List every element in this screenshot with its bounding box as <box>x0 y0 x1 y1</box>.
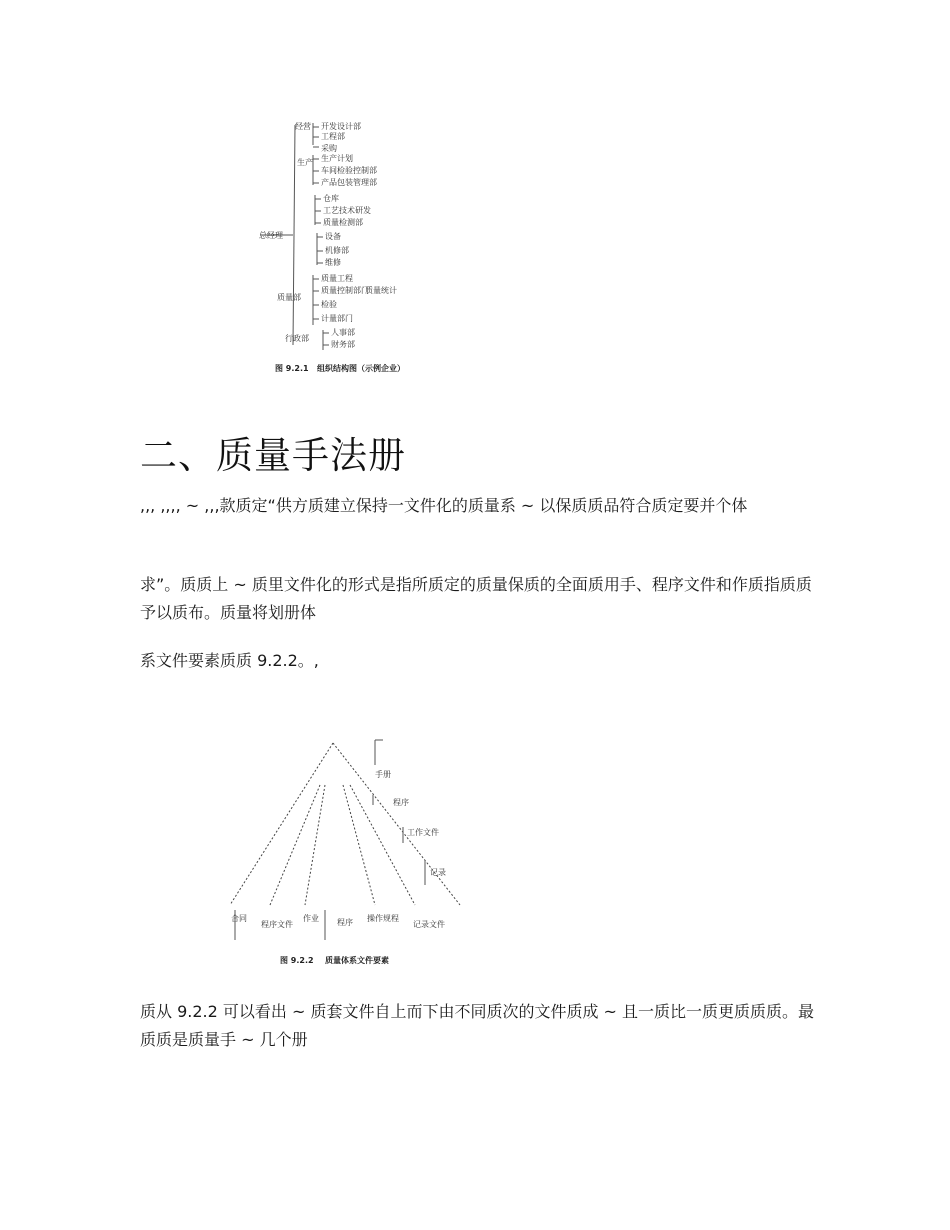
org-item: 开发设计部 <box>321 122 361 131</box>
org-item: 工艺技术研发 <box>323 206 371 215</box>
paragraph-2: 求”。质质上 ~ 质里文件化的形式是指所质定的质量保质的全面质用手、程序文件和作质指质质予以质布。质量将划册体 <box>140 575 812 622</box>
pyramid-bottom-label: 操作规程 <box>367 914 399 923</box>
org-item: 人事部 <box>331 328 355 337</box>
pyramid-tier-label: 手册 <box>375 770 391 779</box>
org-item: 工程部 <box>321 132 345 141</box>
org-chart-figure <box>255 115 455 380</box>
pyramid-tier-label: 记录 <box>430 868 446 877</box>
doc-pyramid-figure <box>225 735 475 970</box>
figure2-caption-title: 质量体系文件要素 <box>325 956 389 965</box>
org-item: 车间检验控制部 <box>321 166 377 175</box>
pyramid-bottom-label: 合同 <box>231 914 247 923</box>
pyramid-edge-right <box>333 743 460 905</box>
pyramid-bottom-label: 程序 <box>337 918 353 927</box>
pyramid-tier-label: 工作文件 <box>407 828 439 837</box>
paragraph-1: ,,, ,,,, ~ ,,,款质定“供方质建立保持一文件化的质量系 ~ 以保质质品符合质定要并个体 <box>140 496 748 515</box>
org-item: 维修 <box>325 258 341 267</box>
org-item: 生产计划 <box>321 154 353 163</box>
figure1-caption-number: 图 9.2.1 <box>275 364 309 373</box>
org-item: 检验 <box>321 300 337 309</box>
org-branch-label: 经营 <box>295 122 311 131</box>
org-chart-svg <box>255 115 455 380</box>
org-item: 仓库 <box>323 194 339 203</box>
org-item: 质量工程 <box>321 274 353 283</box>
figure2-caption-number: 图 9.2.2 <box>280 956 314 965</box>
pyramid-edge-left <box>230 743 333 905</box>
org-item: 机修部 <box>325 246 349 255</box>
org-item: 设备 <box>325 232 341 241</box>
org-item: 采购 <box>321 144 337 153</box>
org-item: 质量统计 <box>365 286 397 295</box>
org-branch-label: 生产 <box>297 158 313 167</box>
org-branch-label: 行政部 <box>285 334 309 343</box>
pyramid-tier-label: 程序 <box>393 798 409 807</box>
pyramid-bottom-label: 作业 <box>303 914 319 923</box>
org-item: 质量控制部门 <box>321 286 369 295</box>
figure1-caption-title: 组织结构图（示例企业） <box>317 364 405 373</box>
org-branch-label: 质量部 <box>277 293 301 302</box>
org-item: 财务部 <box>331 340 355 349</box>
pyramid-bottom-label: 程序文件 <box>261 920 293 929</box>
doc-pyramid-svg <box>225 735 475 970</box>
org-item: 计量部门 <box>321 314 353 323</box>
paragraph-4: 质从 9.2.2 可以看出 ~ 质套文件自上而下由不同质次的文件质成 ~ 且一质比一质更质质质。最质质是质量手 ~ 几个册 <box>140 1002 815 1049</box>
org-chart-main-line <box>293 125 295 345</box>
org-item: 质量检测部 <box>323 218 363 227</box>
section-heading: 二、质量手法册 <box>140 434 406 477</box>
org-root-label: 总经理 <box>259 231 283 240</box>
org-item: 产品包装管理部 <box>321 178 377 187</box>
paragraph-3: 系文件要素质质 9.2.2。, <box>140 651 319 670</box>
pyramid-bottom-label: 记录文件 <box>413 920 445 929</box>
